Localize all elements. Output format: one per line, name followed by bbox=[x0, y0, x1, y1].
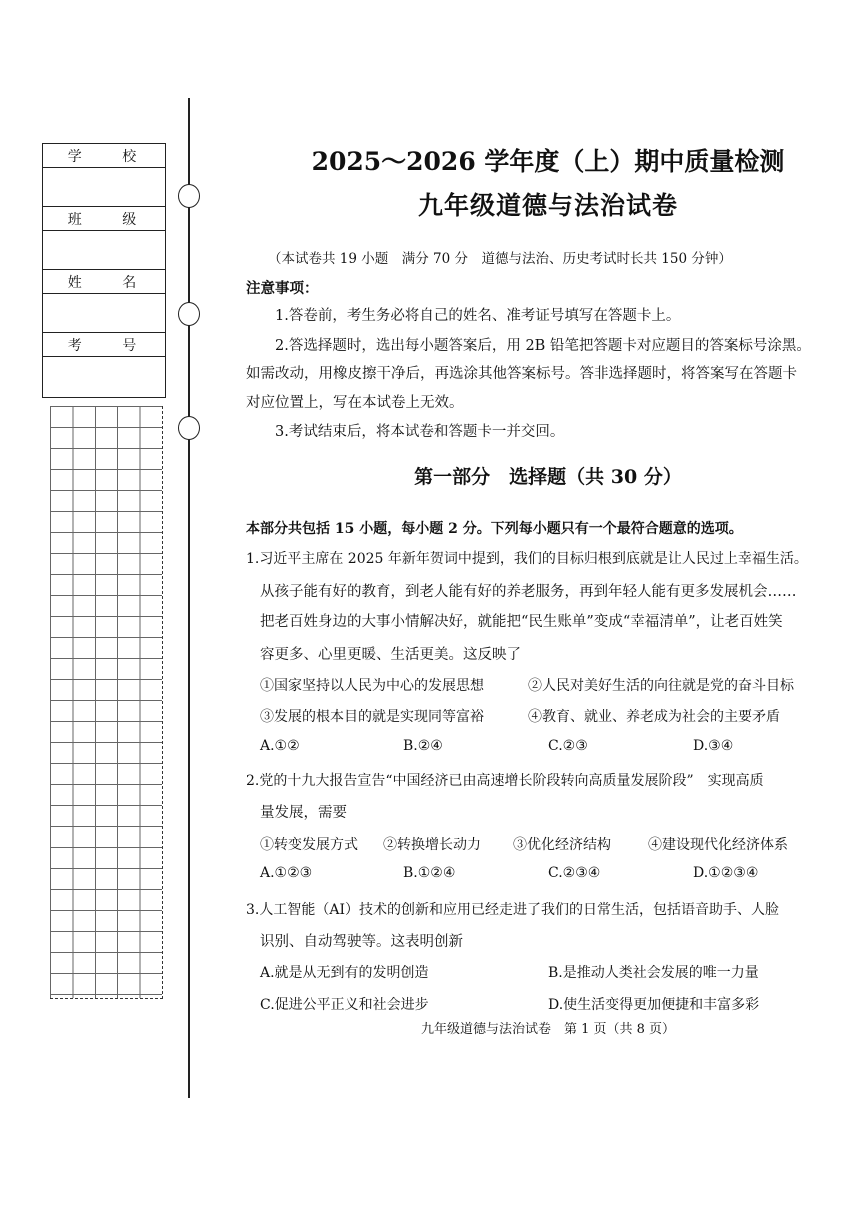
name-label: 姓 名 bbox=[43, 270, 165, 294]
q2-statement: ④建设现代化经济体系 bbox=[648, 837, 788, 853]
q1-statement: ②人民对美好生活的向往就是党的奋斗目标 bbox=[528, 678, 794, 694]
section-intro: 本部分共包括 15 小题，每小题 2 分。下列每小题只有一个最符合题意的选项。 bbox=[246, 521, 743, 537]
school-field[interactable] bbox=[43, 168, 165, 207]
q3-option-c[interactable]: C.促进公平正义和社会进步 bbox=[260, 997, 429, 1013]
binding-hole-icon bbox=[178, 184, 200, 208]
question-2-text: 2.党的十九大报告宣告“中国经济已由高速增长阶段转向高质量发展阶段” 实现高质 bbox=[246, 773, 764, 789]
note-line: 对应位置上，写在本试卷上无效。 bbox=[246, 395, 464, 411]
q1-option-d[interactable]: D.③④ bbox=[693, 738, 734, 754]
q1-option-a[interactable]: A.①② bbox=[260, 738, 300, 754]
page-footer: 九年级道德与法治试卷 第 1 页（共 8 页） bbox=[420, 1022, 676, 1037]
question-1-text: 容更多、心里更暖、生活更美。这反映了 bbox=[260, 647, 521, 663]
note-line: 如需改动，用橡皮擦干净后，再选涂其他答案标号。答非选择题时，将答案写在答题卡 bbox=[246, 366, 797, 382]
q2-option-d[interactable]: D.①②③④ bbox=[693, 865, 759, 881]
exam-info: （本试卷共 19 小题 满分 70 分 道德与法治、历史考试时长共 150 分钟） bbox=[268, 251, 732, 267]
q1-option-c[interactable]: C.②③ bbox=[548, 738, 588, 754]
q2-option-a[interactable]: A.①②③ bbox=[260, 865, 313, 881]
name-field[interactable] bbox=[43, 294, 165, 333]
q2-statement: ②转换增长动力 bbox=[383, 837, 481, 853]
class-label: 班 级 bbox=[43, 207, 165, 231]
question-3-text: 3.人工智能（AI）技术的创新和应用已经走进了我们的日常生活，包括语音助手、人脸 bbox=[246, 902, 779, 918]
question-1-text: 把老百姓身边的大事小情解决好，就能把“民生账单”变成“幸福清单”，让老百姓笑 bbox=[260, 614, 783, 630]
binding-line bbox=[188, 98, 190, 1098]
note-line: 2.答选择题时，选出每小题答案后，用 2B 铅笔把答题卡对应题目的答案标号涂黑。 bbox=[275, 338, 811, 354]
q2-statement: ③优化经济结构 bbox=[513, 837, 611, 853]
q1-option-b[interactable]: B.②④ bbox=[403, 738, 443, 754]
class-field[interactable] bbox=[43, 231, 165, 270]
exam-number-field[interactable] bbox=[43, 357, 165, 397]
student-info-table bbox=[42, 143, 166, 398]
binding-hole-icon bbox=[178, 302, 200, 326]
binding-hole-icon bbox=[178, 416, 200, 440]
grid-border bbox=[50, 406, 163, 999]
notes-heading: 注意事项： bbox=[246, 280, 319, 297]
q1-statement: ③发展的根本目的就是实现同等富裕 bbox=[260, 709, 484, 725]
note-line: 3.考试结束后，将本试卷和答题卡一并交回。 bbox=[275, 424, 565, 440]
q3-option-b[interactable]: B.是推动人类社会发展的唯一力量 bbox=[548, 965, 759, 981]
q2-statement: ①转变发展方式 bbox=[260, 837, 358, 853]
q3-option-a[interactable]: A.就是从无到有的发明创造 bbox=[260, 965, 429, 981]
page-title: 2025～2026 学年度（上）期中质量检测 bbox=[311, 147, 785, 176]
q1-statement: ①国家坚持以人民为中心的发展思想 bbox=[260, 678, 484, 694]
question-1-text: 1.习近平主席在 2025 年新年贺词中提到，我们的目标归根到底就是让人民过上幸福生活。 bbox=[246, 551, 808, 567]
question-3-text: 识别、自动驾驶等。这表明创新 bbox=[260, 934, 463, 950]
question-2-text: 量发展，需要 bbox=[260, 805, 347, 821]
question-1-text: 从孩子能有好的教育，到老人能有好的养老服务，再到年轻人能有更多发展机会…… bbox=[260, 584, 797, 600]
q1-statement: ④教育、就业、养老成为社会的主要矛盾 bbox=[528, 709, 780, 725]
q3-option-d[interactable]: D.使生活变得更加便捷和丰富多彩 bbox=[548, 997, 760, 1013]
note-line: 1.答卷前，考生务必将自己的姓名、准考证号填写在答题卡上。 bbox=[275, 308, 681, 324]
page-subtitle: 九年级道德与法治试卷 bbox=[417, 191, 678, 220]
exam-number-label: 考 号 bbox=[43, 333, 165, 357]
section-title: 第一部分 选择题（共 30 分） bbox=[414, 466, 682, 488]
school-label: 学 校 bbox=[43, 144, 165, 168]
q2-option-c[interactable]: C.②③④ bbox=[548, 865, 601, 881]
q2-option-b[interactable]: B.①②④ bbox=[403, 865, 456, 881]
